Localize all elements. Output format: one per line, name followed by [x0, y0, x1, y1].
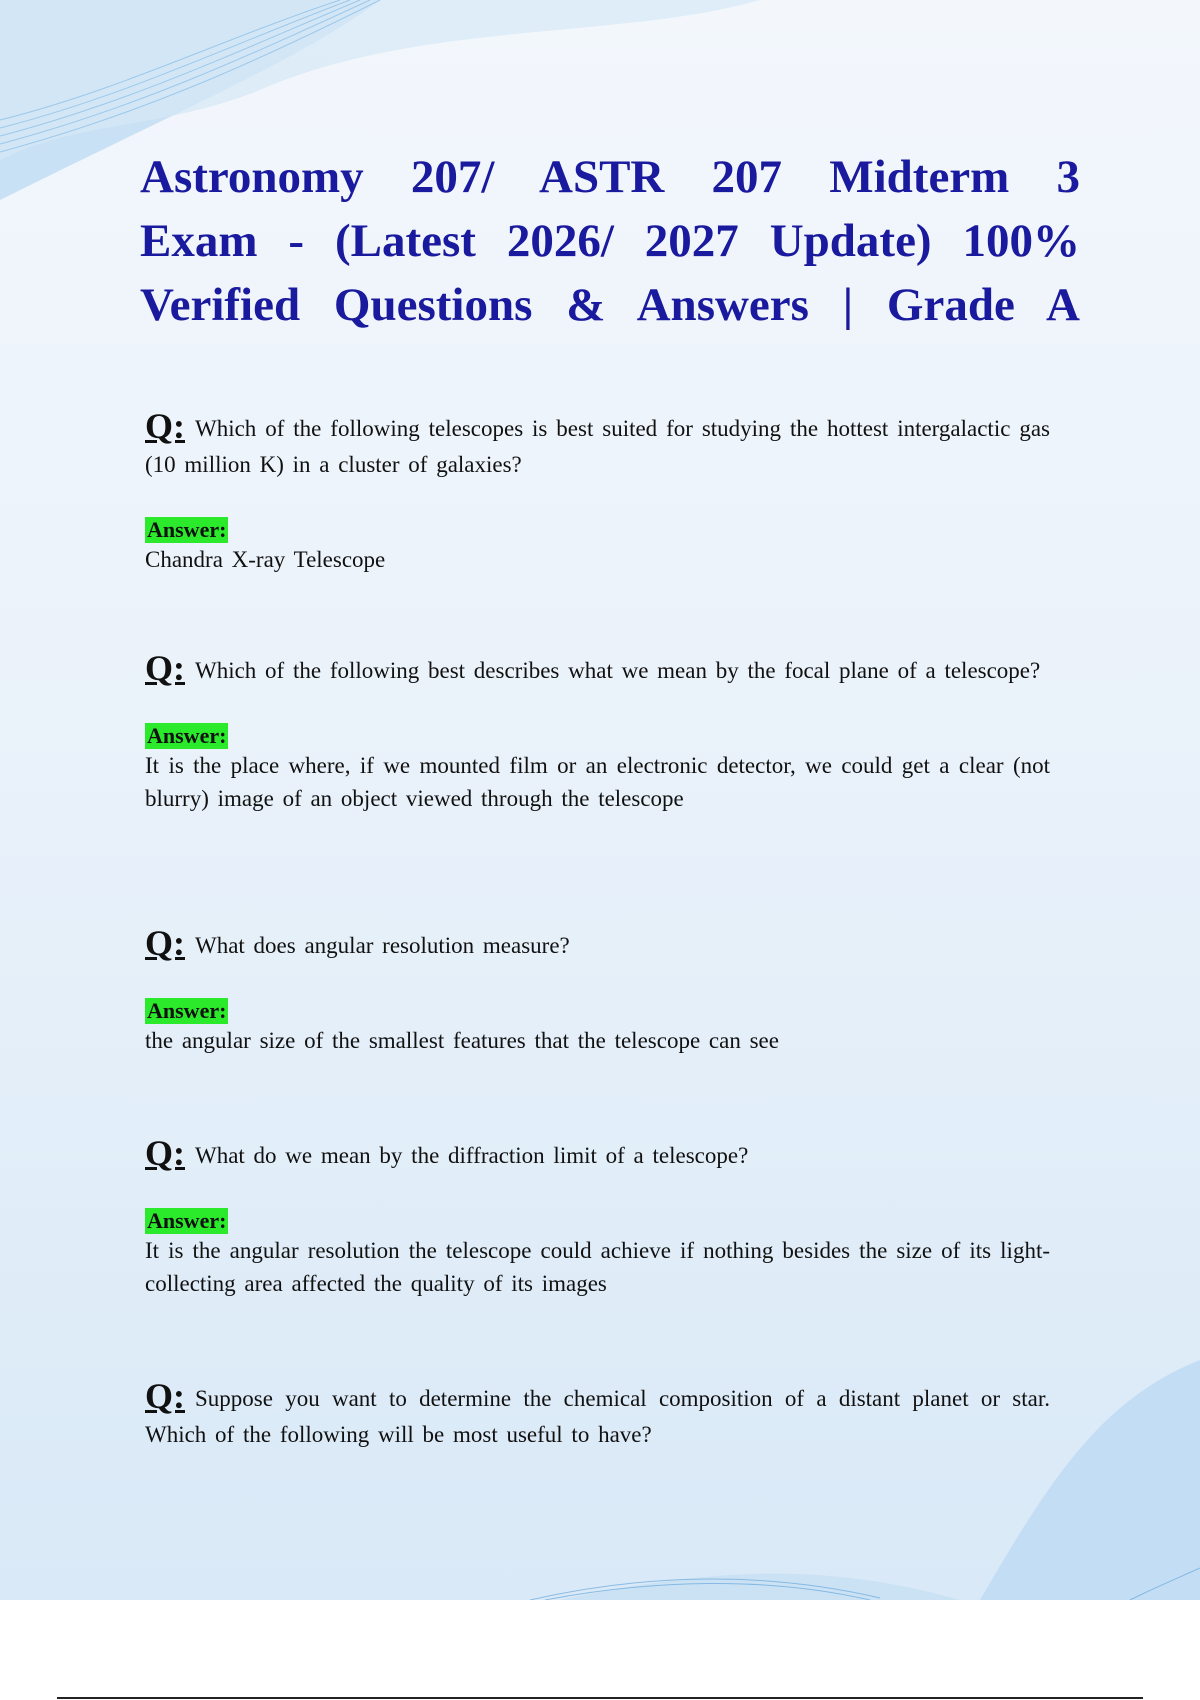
question-marker: Q:: [145, 1133, 185, 1173]
question-text: What do we mean by the diffraction limit of a telescope?: [195, 1143, 749, 1168]
question-text: Suppose you want to determine the chemical composition of a distant planet or star. Which of the following will be most useful to have?: [145, 1386, 1050, 1447]
question: [145, 1135, 1050, 1174]
qa-item: [145, 650, 1050, 815]
answer-label: Answer:: [147, 723, 227, 748]
question-text: What does angular resolution measure?: [195, 933, 570, 958]
question-marker: Q:: [145, 923, 185, 963]
qa-item: [145, 925, 1050, 1057]
question-marker: Q:: [145, 406, 185, 446]
question: [145, 1378, 1050, 1453]
question-text: Which of the following telescopes is best suited for studying the hottest intergalactic gas (10 million K) in a cluster of galaxies?: [145, 416, 1050, 477]
question: [145, 408, 1050, 483]
question: [145, 650, 1050, 689]
question-text: Which of the following best describes what we mean by the focal plane of a telescope?: [195, 658, 1041, 683]
footer-rule: [57, 1697, 1143, 1699]
question-marker: Q:: [145, 648, 185, 688]
document-title: [140, 145, 1080, 337]
answer-label: Answer:: [147, 517, 227, 542]
qa-item: [145, 1135, 1050, 1300]
answer-text: It is the angular resolution the telescope could achieve if nothing besides the size of its light-collecting area affected the quality of its images: [145, 1238, 1050, 1296]
answer-label: Answer:: [147, 998, 227, 1023]
title-line: Exam - (Latest 2026/ 2027 Update) 100%: [140, 215, 1080, 267]
answer-text: the angular size of the smallest features that the telescope can see: [145, 1028, 779, 1053]
question-marker: Q:: [145, 1376, 185, 1416]
question: [145, 925, 1050, 964]
qa-item: [145, 408, 1050, 576]
title-line: Astronomy 207/ ASTR 207 Midterm 3: [140, 151, 1080, 203]
answer-text: Chandra X-ray Telescope: [145, 547, 386, 572]
answer-label: Answer:: [147, 1208, 227, 1233]
qa-item: [145, 1378, 1050, 1453]
answer-text: It is the place where, if we mounted film or an electronic detector, we could get a clear (not blurry) image of an object viewed through the telescope: [145, 753, 1050, 811]
title-line: Verified Questions & Answers | Grade A: [140, 279, 1080, 331]
